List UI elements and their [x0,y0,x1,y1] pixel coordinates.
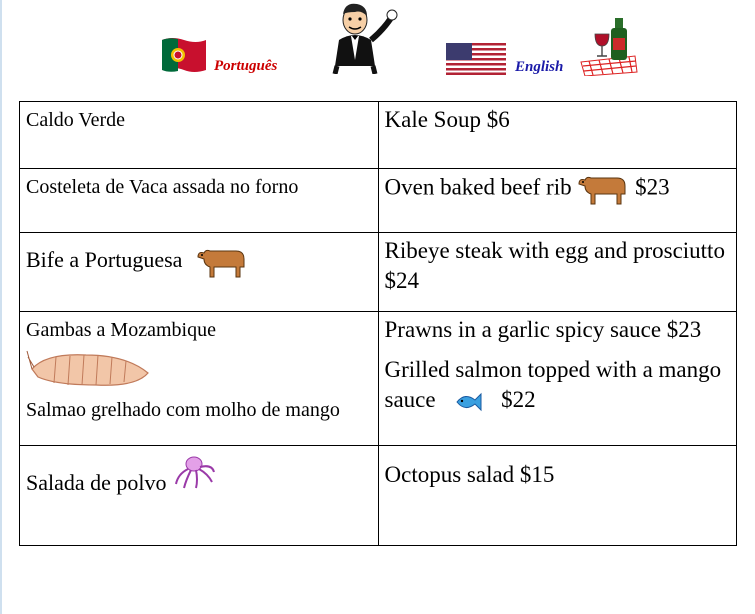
english-item: Octopus salad $15 [378,446,737,546]
portuguese-item [20,312,379,446]
english-item-text: Prawns in a garlic spicy sauce $23 [384,317,702,342]
table-row [20,446,737,546]
portuguese-item-text: Salada de polvo [26,470,167,495]
portuguese-label: Português [214,58,278,74]
portuguese-item-text: Bife a Portuguesa [26,247,183,273]
english-item: Ribeye steak with egg and prosciutto $24 [378,233,737,312]
english-label: English [515,59,564,75]
portuguese-item-text: Gambas a Mozambique [26,319,216,341]
waiter-icon [325,0,399,74]
cow-icon [196,245,248,279]
portuguese-item: Caldo Verde [20,102,379,169]
english-item-text: Oven baked beef rib [384,174,572,200]
menu-table [19,101,737,546]
english-item: Kale Soup $6 [378,102,737,169]
fish-icon [453,390,483,414]
table-row [20,169,737,233]
wine-bottle-icon [577,16,639,76]
table-row [20,312,737,446]
language-header [0,0,755,96]
english-item [378,312,737,446]
portuguese-item [20,446,379,546]
portuguese-item: Costeleta de Vaca assada no forno [20,169,379,233]
table-row [20,233,737,312]
portuguese-item-text: Salmao grelhado com molho de mango [26,399,340,421]
usa-flag-icon [446,43,506,75]
portuguese-item [20,233,379,312]
english-item [378,169,737,233]
english-item-price: $22 [501,387,536,412]
english-item-text: Grilled salmon topped with a mango sauce [384,357,722,412]
table-row [20,102,737,169]
shrimp-icon [26,347,156,391]
portugal-flag-icon [160,36,208,74]
octopus-icon [172,454,216,490]
cow-icon [577,172,629,206]
english-item-price: $23 [635,174,670,200]
